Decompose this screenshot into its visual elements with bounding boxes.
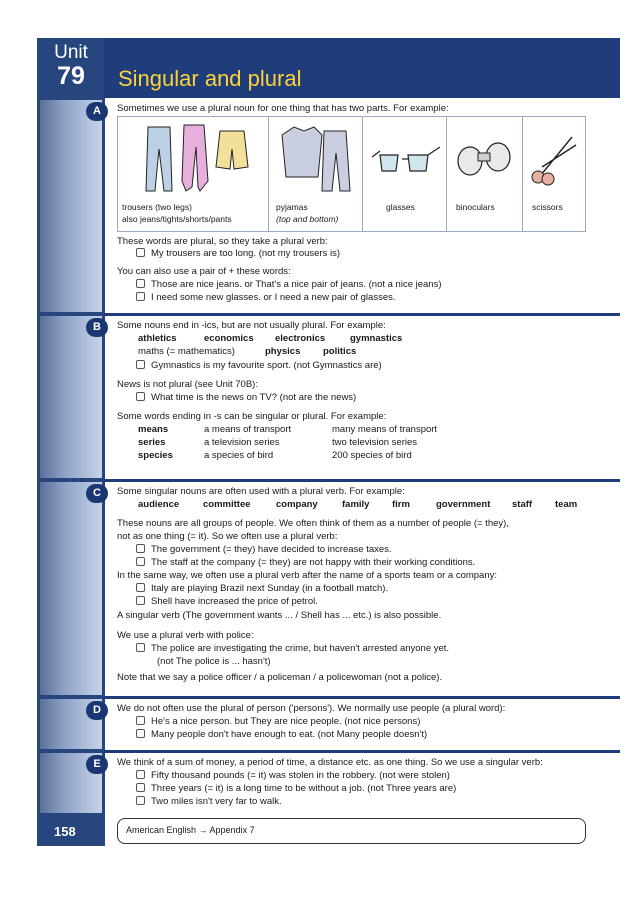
c-intro: Some singular nouns are often used with a plural verb. For example: xyxy=(117,486,405,497)
section-c-badge: C xyxy=(86,484,108,503)
c-example5: The police are investigating the crime, but haven't arrested anyone yet. xyxy=(136,643,449,655)
bullet-box xyxy=(136,279,145,288)
bullet-box xyxy=(136,716,145,725)
b-word: maths (= mathematics) xyxy=(138,346,235,357)
b-example1: Gymnastics is my favourite sport. (not Gymnastics are) xyxy=(136,360,382,372)
b-table-cell: species xyxy=(138,450,173,461)
b-example2: What time is the news on TV? (not are the news) xyxy=(136,392,356,404)
d-intro: We do not often use the plural of person ('persons'). We normally use people (a plural word): xyxy=(117,703,506,714)
b-table-cell: series xyxy=(138,437,166,448)
c-word: government xyxy=(436,499,491,510)
b-word: gymnastics xyxy=(350,333,403,344)
bullet-box xyxy=(136,292,145,301)
page-title: Singular and plural xyxy=(118,66,302,91)
b-line2: News is not plural (see Unit 70B): xyxy=(117,379,258,390)
label-scissors: scissors xyxy=(532,202,563,212)
b-table-cell: many means of transport xyxy=(332,424,438,435)
label-trousers: trousers (two legs) xyxy=(122,202,192,212)
unit-label: Unit xyxy=(54,42,88,63)
c-line4: In the same way, we often use a plural verb after the name of a sports team or a company: xyxy=(117,570,498,581)
d-example1: He's a nice person. but They are nice people. (not nice persons) xyxy=(136,716,420,728)
section-b-badge: B xyxy=(86,318,108,337)
glasses-icon xyxy=(368,137,444,187)
a-example2: Those are nice jeans. or That's a nice pair of jeans. (not a nice jeans) xyxy=(136,279,442,291)
b-word: athletics xyxy=(138,333,177,344)
e-example3: Two miles isn't very far to walk. xyxy=(136,796,282,808)
c-line2: These nouns are all groups of people. We often think of them as a number of people (= they), xyxy=(117,518,509,529)
bullet-box xyxy=(136,248,145,257)
pic-divider xyxy=(362,117,363,231)
c-word: team xyxy=(555,499,578,510)
trousers-icon xyxy=(126,121,262,195)
e-example2: Three years (= it) is a long time to be without a job. (not Three years are) xyxy=(136,783,456,795)
c-line5: A singular verb (The government wants ... / Shell has ... etc.) is also possible. xyxy=(117,610,442,621)
picture-box xyxy=(117,116,586,232)
scissors-icon xyxy=(528,131,580,187)
section-c-bar xyxy=(40,482,102,695)
separator-b xyxy=(104,313,620,316)
b-table-cell: means xyxy=(138,424,169,435)
c-example4: Shell have increased the price of petrol. xyxy=(136,596,318,608)
bullet-box xyxy=(136,783,145,792)
b-table-cell: 200 species of bird xyxy=(332,450,412,461)
label-glasses: glasses xyxy=(386,202,415,212)
section-b-bar xyxy=(40,316,102,478)
binoculars-icon xyxy=(452,133,518,183)
label-pyjamas-sub: (top and bottom) xyxy=(276,214,339,224)
c-line3: not as one thing (= it). So we often use a plural verb: xyxy=(117,531,338,542)
separator-d xyxy=(104,696,620,699)
c-line6: We use a plural verb with police: xyxy=(117,630,254,641)
bullet-box xyxy=(136,596,145,605)
section-d-badge: D xyxy=(86,701,108,720)
page-number: 158 xyxy=(54,824,76,839)
a-line2: You can also use a pair of + these words: xyxy=(117,266,291,277)
b-word: economics xyxy=(204,333,254,344)
d-example2: Many people don't have enough to eat. (not Many people doesn't) xyxy=(136,729,427,741)
e-example1: Fifty thousand pounds (= it) was stolen in the robbery. (not were stolen) xyxy=(136,770,450,782)
bullet-box xyxy=(136,796,145,805)
section-a-bar xyxy=(40,100,102,312)
e-intro: We think of a sum of money, a period of time, a distance etc. as one thing. So we use a singular verb: xyxy=(117,757,543,768)
b-table-cell: a means of transport xyxy=(204,424,292,435)
pyjamas-icon xyxy=(276,121,356,195)
c-example3: Italy are playing Brazil next Sunday (in a football match). xyxy=(136,583,388,595)
label-also-jeans: also jeans/tights/shorts/pants xyxy=(122,214,232,224)
unit-number: 79 xyxy=(57,62,85,90)
bullet-box xyxy=(136,583,145,592)
b-word: politics xyxy=(323,346,357,357)
c-word: company xyxy=(276,499,318,510)
b-word: electronics xyxy=(275,333,326,344)
a-example1: My trousers are too long. (not my trousers is) xyxy=(136,248,340,260)
pic-divider xyxy=(268,117,269,231)
footer-box xyxy=(117,818,586,844)
c-word: family xyxy=(342,499,370,510)
a-example3: I need some new glasses. or I need a new pair of glasses. xyxy=(136,292,396,304)
separator-c xyxy=(104,479,620,482)
c-word: firm xyxy=(392,499,410,510)
title-bar xyxy=(104,38,620,98)
pic-divider xyxy=(522,117,523,231)
a-intro: Sometimes we use a plural noun for one thing that has two parts. For example: xyxy=(117,103,449,114)
label-pyjamas: pyjamas xyxy=(276,202,308,212)
bullet-box xyxy=(136,729,145,738)
c-example2: The staff at the company (= they) are not happy with their working conditions. xyxy=(136,557,475,569)
c-example1: The government (= they) have decided to increase taxes. xyxy=(136,544,392,556)
bullet-box xyxy=(136,392,145,401)
b-word: physics xyxy=(265,346,301,357)
c-line7: Note that we say a police officer / a policeman / a policewoman (not a police). xyxy=(117,672,443,683)
b-table-cell: a species of bird xyxy=(204,450,274,461)
b-line3: Some words ending in -s can be singular or plural. For example: xyxy=(117,411,387,422)
b-intro: Some nouns end in -ics, but are not usually plural. For example: xyxy=(117,320,386,331)
a-line1: These words are plural, so they take a plural verb: xyxy=(117,236,328,247)
c-word: staff xyxy=(512,499,533,510)
footer-link[interactable]: American English → Appendix 7 xyxy=(126,825,255,835)
b-table-cell: two television series xyxy=(332,437,418,448)
c-example5b: (not The police is ... hasn't) xyxy=(157,656,271,667)
c-word: audience xyxy=(138,499,180,510)
label-binoculars: binoculars xyxy=(456,202,495,212)
bullet-box xyxy=(136,360,145,369)
section-a-badge: A xyxy=(86,102,108,121)
bullet-box xyxy=(136,643,145,652)
bullet-box xyxy=(136,557,145,566)
c-word: committee xyxy=(203,499,251,510)
section-e-badge: E xyxy=(86,755,108,774)
bullet-box xyxy=(136,770,145,779)
pic-divider xyxy=(446,117,447,231)
b-table-cell: a television series xyxy=(204,437,280,448)
separator-e xyxy=(104,750,620,753)
bullet-box xyxy=(136,544,145,553)
